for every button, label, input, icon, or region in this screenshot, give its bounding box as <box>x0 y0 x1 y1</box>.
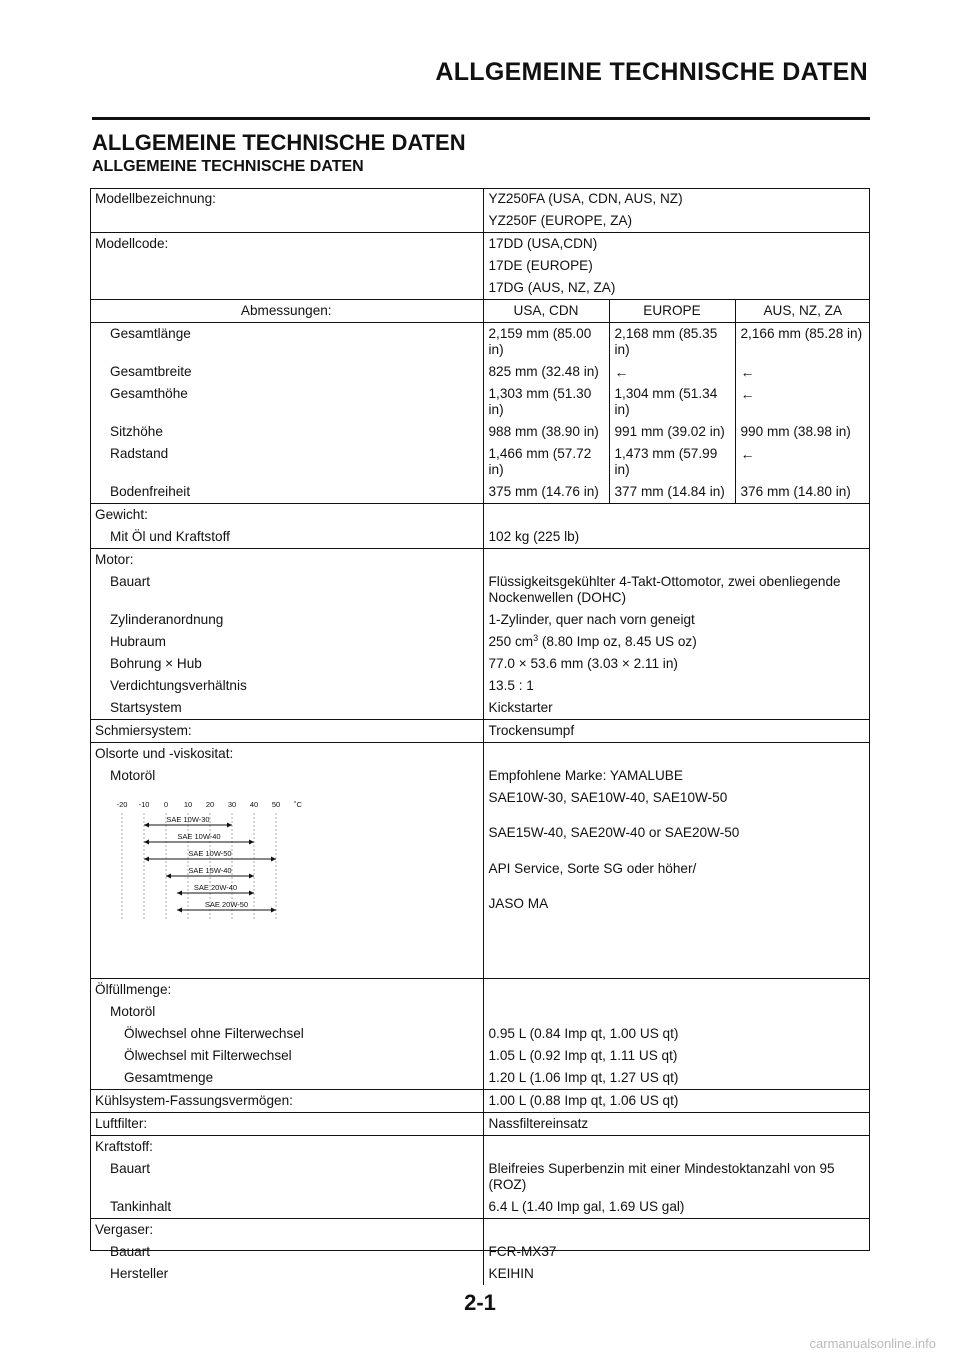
same-as-left-arrow: ← <box>735 383 870 421</box>
oil-grade-label: SAE 10W-30 <box>166 815 210 824</box>
oil-line: Empfohlene Marke: YAMALUBE <box>483 765 870 787</box>
table-row <box>90 571 870 609</box>
lubrication-label: Schmiersystem: <box>90 720 483 743</box>
engine-type-value: Flüssigkeitsgekühlter 4-Takt-Ottomotor, zwei obenliegende Nockenwellen (DOHC) <box>483 571 870 609</box>
capacity-row-label: Ölwechsel mit Filterwechsel <box>124 1047 292 1063</box>
oil-grade-label: SAE 20W-50 <box>204 900 249 909</box>
temp-tick-label: 20 <box>205 800 215 809</box>
oil-grade-arrowhead <box>249 891 254 896</box>
dim-value: 2,159 mm (85.00 in) <box>483 323 609 362</box>
model-code-label: Modellcode: <box>90 233 483 256</box>
section-title: ALLGEMEINE TECHNISCHE DATEN <box>92 130 466 155</box>
cylinder-label: Zylinderanordnung <box>110 612 224 627</box>
table-row <box>90 188 870 210</box>
table-row <box>90 720 870 743</box>
temp-tick-label: 0 <box>163 800 169 809</box>
model-code-2: 17DE (EUROPE) <box>483 255 870 277</box>
model-value-2: YZ250F (EUROPE, ZA) <box>483 210 870 233</box>
dim-value: 377 mm (14.84 in) <box>609 481 735 504</box>
capacity-row-label: Ölwechsel ohne Filterwechsel <box>124 1025 304 1041</box>
carb-maker-value: KEIHIN <box>483 1263 870 1285</box>
dim-col-europe: EUROPE <box>609 300 735 323</box>
oil-line: API Service, Sorte SG oder höher/ <box>483 858 870 893</box>
same-as-left-arrow: ← <box>735 361 870 383</box>
oil-grade-arrowhead <box>271 908 276 913</box>
dim-value: 375 mm (14.76 in) <box>483 481 609 504</box>
table-row <box>90 210 870 233</box>
dim-value: 2,168 mm (85.35 in) <box>609 323 735 362</box>
table-row <box>90 631 870 653</box>
air-filter-value: Nassfiltereinsatz <box>483 1112 870 1135</box>
displacement-main: 250 cm <box>488 634 534 649</box>
dimensions-label: Abmessungen: <box>90 300 483 323</box>
start-system-label: Startsystem <box>110 700 182 715</box>
temp-tick-label: 40 <box>249 800 259 809</box>
fuel-label: Kraftstoff: <box>90 1135 483 1158</box>
table-row <box>90 277 870 300</box>
temp-tick-label: 30 <box>227 800 237 809</box>
displacement-value <box>483 631 870 653</box>
model-code-1: 17DD (USA,CDN) <box>483 233 870 256</box>
table-row <box>90 1241 870 1263</box>
dim-row-label: Gesamtbreite <box>110 364 192 379</box>
weight-label: Gewicht: <box>90 504 483 527</box>
carb-type-value: FCR-MX37 <box>483 1241 870 1263</box>
table-row <box>90 421 870 443</box>
temp-tick-label: -20 <box>116 800 128 809</box>
carb-maker-label: Hersteller <box>110 1265 169 1281</box>
dim-value: 1,473 mm (57.99 in) <box>609 443 735 481</box>
cylinder-value: 1-Zylinder, quer nach vorn geneigt <box>483 609 870 631</box>
oil-grade-label: SAE 10W-40 <box>177 832 221 841</box>
dim-value: 1,304 mm (51.34 in) <box>609 383 735 421</box>
running-header-title: ALLGEMEINE TECHNISCHE DATEN <box>435 58 868 86</box>
table-row <box>90 233 870 256</box>
temp-tick-label: 50 <box>271 800 281 809</box>
table-row <box>90 675 870 697</box>
table-row <box>90 743 870 766</box>
weight-value: 102 kg (225 lb) <box>483 526 870 549</box>
capacity-row-value: 0.95 L (0.84 Imp qt, 1.00 US qt) <box>483 1023 870 1045</box>
dim-row-label: Gesamtlänge <box>90 323 483 362</box>
oil-grade-arrowhead <box>227 823 232 828</box>
displacement-conversion: (8.80 Imp oz, 8.45 US oz) <box>538 634 697 649</box>
dim-col-usa: USA, CDN <box>483 300 609 323</box>
spec-table <box>90 188 870 1285</box>
watermark-footer: carmanualsonline.info <box>809 1336 936 1351</box>
temp-tick-label: ˚C <box>294 800 302 809</box>
table-row <box>90 1045 870 1067</box>
table-row <box>90 765 870 787</box>
fuel-type-label: Bauart <box>110 1160 151 1176</box>
capacity-row-label: Gesamtmenge <box>124 1069 214 1085</box>
engine-label: Motor: <box>90 549 483 572</box>
oil-grade-arrowhead <box>177 891 182 896</box>
table-row <box>90 323 870 362</box>
displacement-label: Hubraum <box>110 634 166 649</box>
lubrication-value: Trockensumpf <box>483 720 870 743</box>
dim-row-label: Sitzhöhe <box>110 424 163 439</box>
temp-tick-label: 10 <box>183 800 193 809</box>
oil-grade-arrowhead <box>166 874 171 879</box>
carburetor-label: Vergaser: <box>90 1218 483 1241</box>
table-row <box>90 978 870 1001</box>
table-row <box>90 1196 870 1219</box>
oil-grade-arrowhead <box>144 823 149 828</box>
air-filter-label: Luftfilter: <box>90 1112 483 1135</box>
carb-type-label: Bauart <box>110 1243 151 1259</box>
start-system-value: Kickstarter <box>483 697 870 720</box>
table-row <box>90 697 870 720</box>
table-row <box>90 1001 870 1023</box>
table-row <box>90 1263 870 1285</box>
table-row <box>90 1218 870 1241</box>
model-code-3: 17DG (AUS, NZ, ZA) <box>483 277 870 300</box>
oil-type-label: Olsorte und -viskositat: <box>90 743 483 766</box>
displacement-exponent: 3 <box>533 633 539 643</box>
capacity-engine-oil-label: Motoröl <box>110 1003 156 1019</box>
capacity-row-value: 1.05 L (0.92 Imp qt, 1.11 US qt) <box>483 1045 870 1067</box>
cooling-value: 1.00 L (0.88 Imp qt, 1.06 US qt) <box>483 1089 870 1112</box>
dim-value: 991 mm (39.02 in) <box>609 421 735 443</box>
compression-label: Verdichtungsverhältnis <box>110 678 247 693</box>
fuel-type-value: Bleifreies Superbenzin mit einer Mindestoktanzahl von 95 (ROZ) <box>483 1158 870 1196</box>
weight-sub: Mit Öl und Kraftstoff <box>110 529 230 544</box>
table-row <box>90 1089 870 1112</box>
header-rule <box>92 117 870 120</box>
bore-stroke-value: 77.0 × 53.6 mm (3.03 × 2.11 in) <box>483 653 870 675</box>
table-row <box>90 383 870 421</box>
oil-grade-arrowhead <box>144 840 149 845</box>
bore-stroke-label: Bohrung × Hub <box>110 656 202 671</box>
table-row <box>90 1023 870 1045</box>
dim-value: 988 mm (38.90 in) <box>483 421 609 443</box>
dim-value: 990 mm (38.98 in) <box>735 421 870 443</box>
temp-tick-label: -10 <box>138 800 150 809</box>
capacity-row-value: 1.20 L (1.06 Imp qt, 1.27 US qt) <box>483 1067 870 1090</box>
oil-line: SAE10W-30, SAE10W-40, SAE10W-50 <box>483 787 870 822</box>
dim-row-label: Gesamthöhe <box>110 386 188 401</box>
oil-line: SAE15W-40, SAE20W-40 or SAE20W-50 <box>483 822 870 857</box>
table-row <box>90 526 870 549</box>
tank-label: Tankinhalt <box>110 1198 172 1214</box>
compression-value: 13.5 : 1 <box>483 675 870 697</box>
table-row <box>90 609 870 631</box>
oil-viscosity-chart-cell <box>90 787 483 978</box>
engine-type-label: Bauart <box>110 574 151 589</box>
table-row <box>90 787 870 822</box>
table-row <box>90 361 870 383</box>
oil-grade-arrowhead <box>249 840 254 845</box>
dim-value: 2,166 mm (85.28 in) <box>735 323 870 362</box>
table-row <box>90 1067 870 1090</box>
table-row <box>90 443 870 481</box>
oil-grade-label: SAE 10W-50 <box>188 849 232 858</box>
oil-grade-label: SAE 20W-40 <box>193 883 238 892</box>
tank-value: 6.4 L (1.40 Imp gal, 1.69 US gal) <box>483 1196 870 1219</box>
dim-value: 1,303 mm (51.30 in) <box>483 383 609 421</box>
oil-line: JASO MA <box>483 893 870 978</box>
table-row <box>90 1112 870 1135</box>
oil-capacity-label: Ölfüllmenge: <box>90 978 483 1001</box>
oil-grade-arrowhead <box>177 908 182 913</box>
table-row <box>90 504 870 527</box>
oil-grade-arrowhead <box>249 874 254 879</box>
table-row <box>90 481 870 504</box>
same-as-left-arrow: ← <box>609 361 735 383</box>
engine-oil-label: Motoröl <box>110 768 156 783</box>
model-label: Modellbezeichnung: <box>95 191 216 206</box>
dim-value: 825 mm (32.48 in) <box>483 361 609 383</box>
section-subtitle: ALLGEMEINE TECHNISCHE DATEN <box>92 158 364 175</box>
cooling-label: Kühlsystem-Fassungsvermögen: <box>90 1089 483 1112</box>
same-as-left-arrow: ← <box>735 443 870 481</box>
oil-viscosity-chart <box>108 797 308 937</box>
table-row <box>90 255 870 277</box>
dim-value: 1,466 mm (57.72 in) <box>483 443 609 481</box>
table-row <box>90 1158 870 1196</box>
dim-row-label: Bodenfreiheit <box>110 484 191 499</box>
oil-grade-arrowhead <box>144 857 149 862</box>
oil-grade-label: SAE 15W-40 <box>188 866 232 875</box>
table-row <box>90 1135 870 1158</box>
page-number: 2-1 <box>464 1290 496 1315</box>
dim-row-label: Radstand <box>110 446 169 461</box>
table-row <box>90 653 870 675</box>
table-row <box>90 300 870 323</box>
dim-value: 376 mm (14.80 in) <box>735 481 870 504</box>
oil-grade-arrowhead <box>271 857 276 862</box>
table-row <box>90 549 870 572</box>
model-value-1: YZ250FA (USA, CDN, AUS, NZ) <box>483 188 870 210</box>
dim-col-aus: AUS, NZ, ZA <box>735 300 870 323</box>
